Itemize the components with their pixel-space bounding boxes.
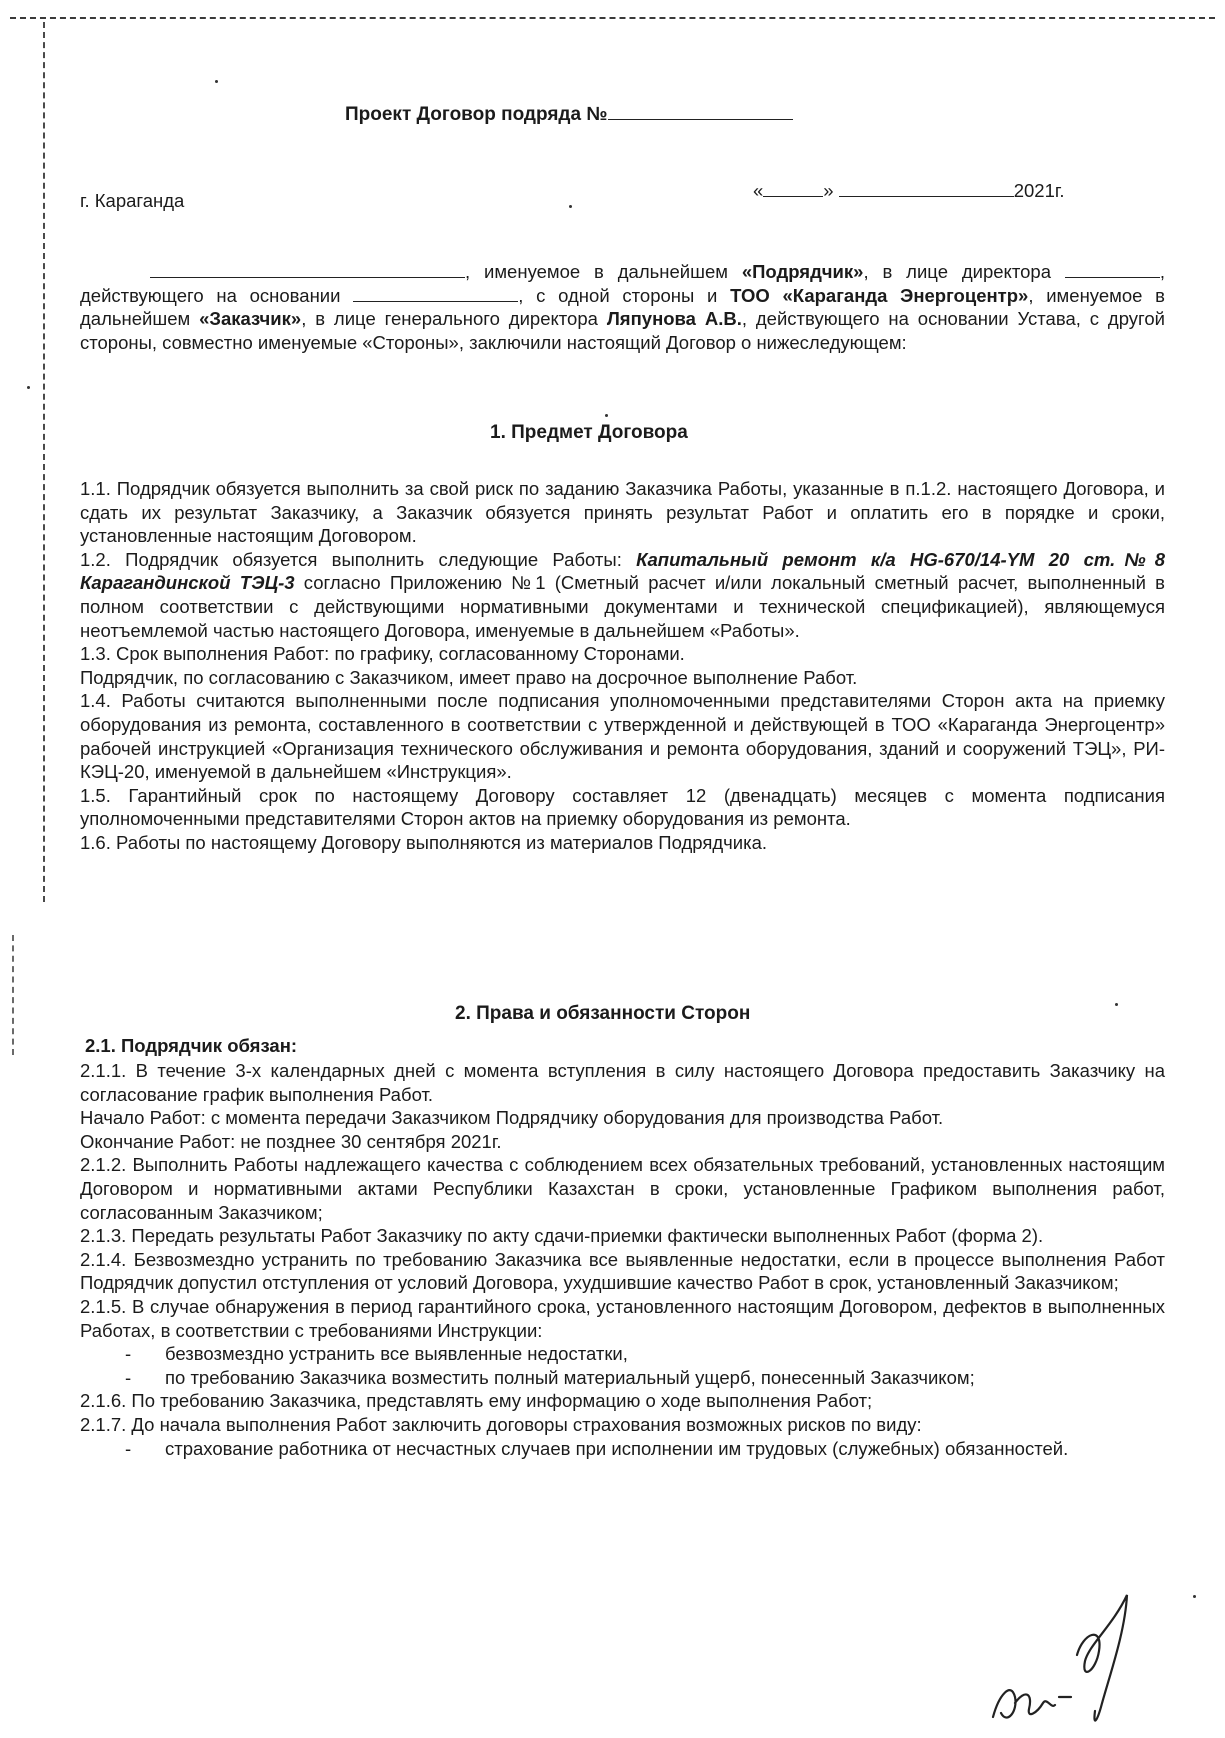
clause-1-2 — [80, 548, 1165, 642]
date-open-quote: « — [753, 180, 764, 201]
preamble-text: , именуемое в дальнейшем — [465, 261, 742, 282]
clause-2-1-7: 2.1.7. До начала выполнения Работ заключить договоры страхования возможных рисков по виду: — [80, 1413, 922, 1435]
customer-term: «Заказчик» — [199, 308, 302, 330]
clause-1-1: 1.1. Подрядчик обязуется выполнить за свой риск по заданию Заказчика Работы, указанные в п.1.2. настоящего Договора, и сдать их результат Заказчику, а Заказчик обязуется принять результат Работ и оплатить его в порядке и сроки, установленные настоящим Договором. — [80, 478, 1165, 547]
clause-2-1-5: 2.1.5. В случае обнаружения в период гарантийного срока, установленного настоящим Договором, дефектов в выполненных Работах, в соответствии с требованиями Инструкции: — [80, 1295, 1165, 1341]
date-year: 2021г. — [1013, 180, 1065, 201]
day-blank — [763, 182, 823, 197]
clause-text: согласно Приложению №1 (Сметный расчет и/или локальный сметный расчет, выполненный в полном соответствии с действующими нормативными документами и технической спецификацией), являющемуся неотъемлемой частью настоящего Договора, именуемые в дальнейшем «Работы». — [80, 572, 1166, 641]
list-item — [80, 1342, 1165, 1366]
clause-text: 1.2. Подрядчик обязуется выполнить следующие Работы: — [80, 548, 637, 570]
clause-2-1-1: 2.1.1. В течение 3-х календарных дней с момента вступления в силу настоящего Договора предоставить Заказчику на согласование график выполнения Работ. — [80, 1060, 1165, 1105]
date-close-quote: » — [823, 180, 834, 201]
scan-left-border — [43, 22, 45, 902]
scan-speck — [27, 386, 30, 389]
bullet-text: страхование работника от несчастных случаев при исполнении им трудовых (служебных) обязанностей. — [165, 1437, 1069, 1459]
scan-speck — [1115, 1003, 1118, 1006]
document-title — [345, 103, 865, 126]
preamble-text: , именуемое в дальнейшем — [80, 284, 1165, 330]
list-item — [80, 1437, 1165, 1461]
scan-speck — [569, 205, 572, 208]
list-item — [80, 1366, 1165, 1390]
section-2-heading: 2. Права и обязанности Сторон — [455, 1003, 751, 1024]
contractor-name-blank — [150, 263, 465, 278]
contract-number-blank — [608, 103, 793, 120]
bullet-text: по требованию Заказчика возместить полный материальный ущерб, понесенный Заказчиком; — [165, 1366, 975, 1388]
contract-date — [753, 180, 1065, 202]
bullet-dash: - — [125, 1437, 132, 1459]
title-text: Проект Договор подряда № — [345, 104, 608, 125]
preamble-text: , действующего на основании Устава, с другой стороны, совместно именуемые «Стороны», заключили настоящий Договор о нижеследующем: — [80, 308, 1165, 353]
section-2-1-subheading: 2.1. Подрядчик обязан: — [85, 1035, 298, 1056]
scan-left-border-lower — [12, 935, 14, 1055]
clause-1-6: 1.6. Работы по настоящему Договору выполняются из материалов Подрядчика. — [80, 831, 768, 853]
preamble-text: , в лице директора — [863, 261, 1065, 282]
section-1-body — [80, 477, 1165, 855]
scan-speck — [1193, 1595, 1196, 1598]
handwritten-signature — [985, 1585, 1165, 1735]
director-name-blank — [1065, 263, 1160, 278]
preamble-text: , действующего на основании — [80, 261, 1165, 306]
clause-2-1-2: 2.1.2. Выполнить Работы надлежащего качества с соблюдением всех обязательных требований, установленных настоящим Договором и нормативными актами Республики Казахстан в сроки, установленные Графиком выполнения работ, согласованным Заказчиком; — [80, 1154, 1165, 1223]
section-1-heading: 1. Предмет Договора — [490, 422, 688, 443]
scan-speck — [215, 80, 218, 83]
bullet-dash: - — [125, 1366, 132, 1388]
clause-1-3-note: Подрядчик, по согласованию с Заказчиком, имеет право на досрочное выполнение Работ. — [80, 666, 858, 688]
bullet-text: безвозмездно устранить все выявленные недостатки, — [165, 1343, 628, 1365]
work-start: Начало Работ: с момента передачи Заказчиком Подрядчику оборудования для производства Работ. — [80, 1107, 944, 1129]
preamble-text: , с одной стороны и — [518, 284, 731, 306]
work-description: Капитальный ремонт к/а HG-670/14-YM 20 ст.№8 Карагандинской ТЭЦ-3 — [80, 548, 1165, 594]
clause-2-1-4: 2.1.4. Безвозмездно устранить по требованию Заказчика все выявленные недостатки, если в процессе выполнения Работ Подрядчик допустил отступления от условий Договора, ухудшившие качество Работ в срок, установленный Заказчиком; — [80, 1248, 1165, 1294]
clause-1-3: 1.3. Срок выполнения Работ: по графику, согласованному Сторонами. — [80, 643, 685, 665]
clause-2-1-6: 2.1.6. По требованию Заказчика, представлять ему информацию о ходе выполнения Работ; — [80, 1390, 873, 1412]
clause-2-1-3: 2.1.3. Передать результаты Работ Заказчику по акту сдачи-приемки фактически выполненных Работ (форма 2). — [80, 1225, 1044, 1247]
company-name: ТОО «Караганда Энергоцентр» — [730, 284, 1029, 306]
director-name: Ляпунова А.В. — [606, 308, 742, 330]
clause-1-5: 1.5. Гарантийный срок по настоящему Договору составляет 12 (двенадцать) месяцев с момента подписания уполномоченными представителями Сторон актов на приемку оборудования из ремонта. — [80, 784, 1165, 830]
scan-speck — [605, 414, 608, 417]
scan-top-border — [10, 17, 1215, 19]
clause-1-4: 1.4. Работы считаются выполненными после подписания уполномоченными представителями Сторон акта на приемку оборудования из ремонта, составленного в соответствии с утвержденной и действующей в ТОО «Караганда Энергоцентр» рабочей инструкцией «Организация технического обслуживания и ремонта оборудования, зданий и сооружений ТЭЦ», РИ-КЭЦ-20, именуемой в дальнейшем «Инструкция». — [80, 690, 1165, 783]
preamble-text: , в лице генерального директора — [301, 308, 607, 330]
contractor-term: «Подрядчик» — [741, 261, 864, 282]
basis-blank — [353, 287, 518, 302]
bullet-dash: - — [125, 1343, 132, 1365]
month-blank — [839, 182, 1014, 197]
section-2-body — [80, 1059, 1165, 1460]
work-end: Окончание Работ: не позднее 30 сентября 2021г. — [80, 1130, 502, 1152]
city: г. Караганда — [80, 190, 185, 211]
preamble — [80, 260, 1165, 354]
